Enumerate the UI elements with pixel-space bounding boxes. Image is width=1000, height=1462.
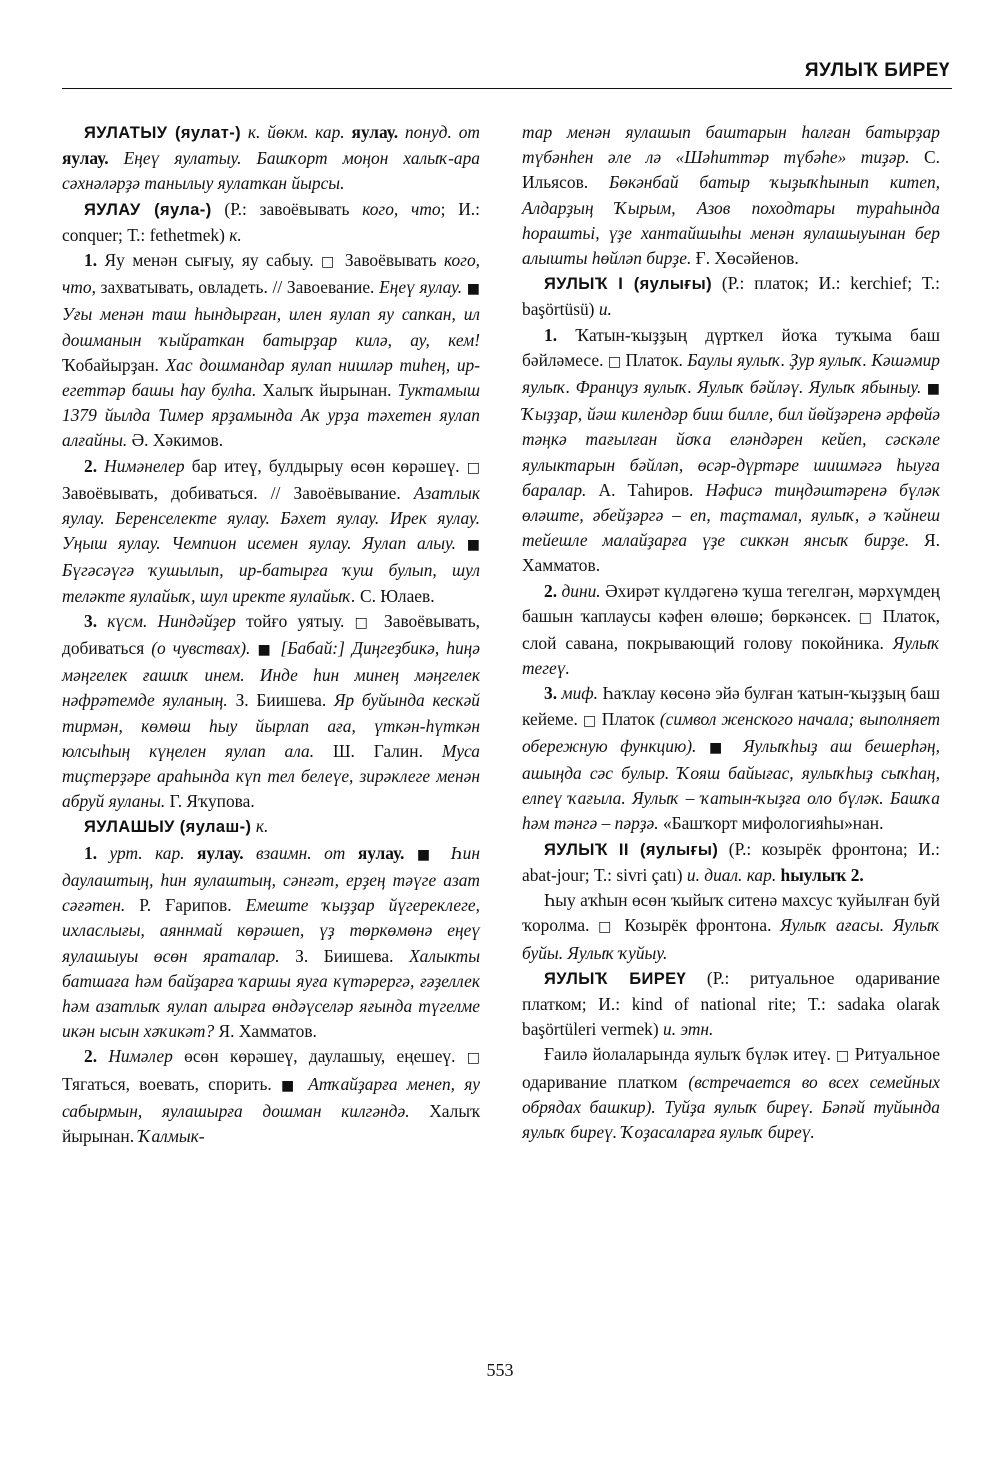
headword: ЯУЛЫҠ I (яулығы) — [544, 275, 713, 294]
bold-text: 3. — [544, 683, 558, 704]
italic-text: к. йөкм. кар. — [247, 122, 345, 142]
italic-text: Халыкты батшаға һәм байҙарға ҡаршы яуға күтәрергә, ғәҙеллек һәм азатлыҡ яулап алырға өндәүселәр яғында түгелме икән ысын хәҡикәт? — [62, 945, 480, 1042]
text: Платок — [596, 708, 660, 729]
bold-text: 1. — [544, 324, 558, 345]
example-marker-icon: ■ — [708, 739, 731, 756]
bold-text: 2. — [84, 1046, 98, 1067]
translation-marker-icon: □ — [835, 1048, 850, 1065]
italic-text: урт. кар. — [109, 842, 185, 863]
italic-text: Һин даулаштың, һин яулаштың, сәнғәт, ерҙең тәүге азат сәғәтен. — [62, 842, 481, 916]
translation-marker-icon: □ — [354, 614, 374, 631]
text: Ғаилә йолаларында яулыҡ бүләк итеү. — [544, 1044, 836, 1065]
text: (Р.: платок; И.: kerchief; Т.: başörtüsü) — [522, 273, 940, 320]
bold-text: 1. — [84, 250, 98, 271]
text: Әхирәт күлдәгенә ҡуша тегелгән, мәрхүмдең башын ҡаплаусы кәфен өлөшө; бөркәнсек. — [522, 580, 940, 626]
text: (Р.: ритуальное одаривание платком; И.: kind of national rite; Т.: sadaka olarak başörtüleri vermek) — [522, 967, 940, 1040]
italic-text: взаимн. от — [256, 842, 346, 863]
text: өсөн көрәшеү, даулашыу, еңешеү. — [172, 1046, 467, 1067]
italic-text: Яулыҡ тегеү. — [522, 633, 940, 679]
entry-paragraph — [62, 120, 480, 197]
italic-text: Ҡыҙҙар, йәш килендәр биш билле, бил йөйҙәренә әрфөйә тәңкә тағылған йоҡа елəндәрен кейеп, сәскәле яулыктарын бәйләп, өсәр-дүртәре шишмәгә һыуға баралар. — [522, 404, 940, 500]
translation-marker-icon: □ — [582, 712, 597, 729]
text — [438, 843, 450, 863]
headword: ЯУЛАШЫУ (яулаш-) — [84, 818, 252, 837]
text: Платок. — [621, 349, 688, 370]
italic-text: [Бабай:] Диңгеҙбикә, һиңә мәңгелек ғашиҡ инем. Инде һин минең мәңгелек нәфрәтемде яуланың. — [62, 638, 480, 711]
entry-paragraph — [62, 841, 480, 1045]
headword: ЯУЛАУ (яула-) — [84, 200, 212, 219]
entry-paragraph — [62, 197, 480, 248]
right-column — [522, 120, 940, 1145]
italic-text: (символ женского начала; выполняет обережную функцию). — [522, 708, 941, 756]
italic-text: дини. — [561, 580, 601, 601]
italic-text: к. — [255, 816, 269, 837]
bold-text: яулау. — [197, 842, 244, 863]
text: Ғ. Хөсәйенов. — [691, 248, 799, 269]
text: Завоёвывать — [337, 250, 444, 271]
translation-marker-icon: □ — [598, 919, 616, 936]
text: Я. Хамматов. — [522, 530, 940, 576]
bold-text: яулау. — [357, 842, 405, 863]
headword: ЯУЛАТЫУ (яулат-) — [84, 124, 242, 142]
entry-paragraph — [62, 1044, 480, 1149]
italic-text: Бөкәнбай батыр ҡыҙыҡһынып китеп, Алдарҙың Ҡырым, Азов походтары тураһында һораштьі, үҙе хантайшыһы менән яулашыуынан бер алышты һөйләп бирҙе. — [522, 172, 940, 269]
text: Завоёвывать, добиваться — [62, 610, 480, 659]
text: Я. Хамматов. — [214, 1021, 317, 1042]
entry-paragraph — [62, 454, 480, 609]
text: ; И.: conquer; Т.: fethetmek) — [62, 198, 480, 245]
text: , захватывать, овладеть. // Завоевание. — [91, 277, 380, 298]
italic-text: кого, что — [362, 198, 441, 219]
italic-text: к. — [229, 224, 242, 245]
entry-paragraph — [522, 271, 940, 322]
example-marker-icon: ■ — [466, 281, 480, 298]
italic-text: күсм. Ниндәйҙер — [107, 610, 236, 631]
text: Завоёвывать, добиваться. // Завоёвывание. — [62, 482, 414, 503]
italic-text: Муса тиҫтерҙәре араһында күп тел белеүе, зирәклеге менән абруй яуланы. — [62, 740, 480, 812]
entry-paragraph — [522, 681, 940, 836]
headword: ЯУЛЫҠ II (яулығы) — [544, 840, 719, 859]
text: Халыҡ йырынан. — [62, 1100, 480, 1146]
text: (Р.: козырёк фронтона; И.: abat-jour; Т.: sivri çatı) — [522, 838, 940, 885]
text — [97, 1046, 108, 1066]
text: Козырёк фронтона. — [615, 915, 781, 936]
entry-paragraph — [522, 1042, 940, 1145]
text — [345, 843, 357, 863]
example-marker-icon: ■ — [257, 642, 274, 659]
text — [299, 1074, 308, 1094]
italic-text: Азатлык яулау. Беренселекте яулау. Бәхет яулау. Ирек яулау. Уңыш яулау. Чемпион исемен яулау. Яулап алыу. — [62, 482, 480, 554]
translation-marker-icon: □ — [466, 1050, 480, 1067]
text: Ә. Хәкимов. — [127, 430, 224, 451]
entry-paragraph — [62, 609, 480, 815]
italic-text: Атҡайҙарға менеп, яу сабырмын, яулашырға дошман килгәндә. — [62, 1073, 480, 1121]
italic-text: миф. — [561, 683, 599, 704]
text — [109, 148, 124, 168]
text — [244, 843, 256, 863]
italic-text: (о чувствах). — [151, 638, 251, 659]
text: Платок, слой савана, покрывающий голову покойника. — [522, 605, 940, 654]
entry-paragraph — [62, 814, 480, 840]
text: (Р.: завоёвывать — [211, 198, 363, 219]
left-column — [62, 120, 480, 1149]
bold-text: 2. — [544, 580, 558, 601]
italic-text: Нимәнелер — [104, 455, 185, 476]
italic-text: Еңеү яулау. — [379, 277, 463, 298]
text: А. Таһиров. — [586, 479, 706, 500]
bold-text: 2. — [84, 455, 98, 476]
italic-text: Баулы яулыҡ. Ҙур яулыҡ. Кәшәмир яулыҡ. Француз яулыҡ. Яулыҡ бәйләү. Яулыҡ ябыныу. — [522, 349, 940, 398]
text — [97, 611, 107, 631]
entry-paragraph — [522, 837, 940, 888]
text: Һыу аҡһын өсөн ҡыйыҡ ситенә махсус ҡуйылған буй ҡоролма. — [522, 890, 940, 936]
italic-text: Еңеү яулатыу. Башҡорт моңон халыҡ-ара сәхнәләрҙә танылыу яулаткан йырсы. — [62, 148, 480, 194]
text — [456, 533, 467, 553]
italic-text: кого, что — [62, 250, 480, 298]
italic-text: Туктамыш 1379 йылда Тимер ярҙамында Ак урҙа тәхетен яулап алғайны. — [62, 380, 481, 451]
italic-text: Емеште ҡыҙҙар йүгереклеге, ихласлығы, аяннмай көрәшеп, үҙ төркөмөнә еңеү яулашыуы өсөн яраталар. — [62, 895, 480, 966]
running-header — [62, 58, 952, 89]
bold-text: яулау. — [62, 148, 109, 169]
example-marker-icon: ■ — [416, 846, 439, 863]
entry-paragraph — [522, 579, 940, 682]
text: С. Ильясов. — [522, 147, 940, 193]
italic-text: Яулыҡ ағасы. Яулыҡ буйы. Яулыҡ ҡуйыу. — [522, 915, 940, 963]
text — [185, 843, 197, 863]
text: тойғо уятыу. — [235, 610, 355, 631]
text — [404, 843, 416, 863]
page-number: 553 — [486, 1360, 514, 1380]
italic-text: Яр буйында кескәй тирмән, көмөш һыу йырлап аға, үткән-һүткән юлсыһың күңелен яулап ала. — [62, 690, 480, 761]
entry-paragraph — [62, 248, 480, 454]
italic-text: Ҡалмык- — [138, 1125, 205, 1146]
text: Ҡобайырҙан. — [62, 354, 166, 375]
text: Ритуальное одаривание платком — [522, 1044, 941, 1092]
text: З. Биишева. — [227, 690, 334, 711]
text: Халыҡ йырынан. — [256, 380, 398, 401]
italic-text: и. этн. — [663, 1019, 714, 1040]
italic-text: Нимәлер — [108, 1046, 173, 1067]
translation-marker-icon: □ — [466, 459, 480, 476]
italic-text: Хас дошмандар яулап нишләр тиһең, ир-егеттәр башы һау булһа. — [62, 354, 480, 401]
italic-text: Нәфисә тиңдәштәренә бүләк өләште, әбейҙәргә – еп, таҫтамал, яулыҡ, ә ҡәйнеш тейешле малайҙарға үҙе сиккән янсыҡ бирҙе. — [522, 479, 940, 551]
text: Р. Ғарипов. — [125, 895, 246, 916]
translation-marker-icon: □ — [858, 609, 876, 626]
text: Тягаться, воевать, спорить. — [62, 1073, 281, 1094]
italic-text: (встречается во всех семейных обрядах башкир). Туйҙа яулыҡ биреү. Бәпәй туйында яулыҡ биреү. Ҡоҙасаларға яулыҡ биреү. — [522, 1071, 940, 1142]
text: Ҡатын-ҡыҙҙың дүрткел йоҡа туҡыма баш бәйләмесе. — [522, 324, 940, 370]
bold-text: яулау. — [351, 122, 399, 142]
bold-text: 1. — [84, 842, 98, 863]
text: Һаҡлау көсөнә эйә булған ҡатын-ҡыҙҙың баш кейеме. — [522, 683, 940, 729]
example-marker-icon: ■ — [466, 537, 480, 554]
header-title: ЯУЛЫҠ БИРЕҮ — [804, 60, 950, 81]
text: «Башҡорт мифологияһы»нан. — [658, 813, 884, 834]
entry-paragraph — [522, 323, 940, 579]
text — [730, 736, 743, 756]
entry-paragraph — [522, 888, 940, 966]
translation-marker-icon: □ — [607, 353, 622, 370]
entry-paragraph — [522, 120, 940, 271]
text: Яу менән сығыу, яу сабыу. — [97, 250, 322, 271]
example-marker-icon: ■ — [926, 381, 940, 398]
italic-text: Бүгәсәүгә ҡушылып, ир-батырға ҡуш булып, шул теләкте яулайыҡ, шул иректе яулайыҡ. — [62, 560, 480, 606]
text — [696, 736, 709, 756]
example-marker-icon: ■ — [280, 1077, 300, 1094]
text — [398, 122, 405, 142]
italic-text: и. диал. кар. — [686, 864, 777, 885]
text: З. Биишева. — [279, 945, 410, 966]
italic-text: и. — [598, 299, 612, 320]
italic-text: Уғы менән таш һындырған, илен яулап яу сапкан, ил дошманын ҡыйраткан батырҙар килә, ау, кем! — [62, 304, 480, 350]
entry-paragraph — [522, 966, 940, 1043]
italic-text: тар менән яулашып баштарын һалған батырҙар түбәнһен әле лә «Шәһиттәр түбәһе» тиҙәр. — [522, 122, 940, 168]
italic-text: понуд. от — [404, 122, 480, 142]
headword: ЯУЛЫҠ БИРЕҮ — [544, 969, 687, 988]
bold-text: һыулыҡ 2. — [780, 864, 864, 885]
text: Ш. Галин. — [314, 740, 442, 761]
text: Г. Яҡупова. — [165, 791, 255, 812]
bold-text: 3. — [84, 610, 98, 631]
text: С. Юлаев. — [355, 585, 435, 606]
text: бар итеү, булдырыу өсөн көрәшеү. — [184, 455, 467, 476]
text — [97, 843, 109, 863]
translation-marker-icon: □ — [321, 254, 338, 271]
text — [345, 122, 352, 142]
italic-text: Яулыҡһыҙ аш бешерһәң, ашыңда сәс булыр. Ҡояш байығас, яулыҡһыҙ сыҡһаң, елпеү ҡағыла. Яулыҡ – ҡатын-ҡыҙға оло бүләк. Башҡа һәм тәнгә – пәрҙә. — [522, 735, 940, 834]
text — [241, 122, 248, 142]
